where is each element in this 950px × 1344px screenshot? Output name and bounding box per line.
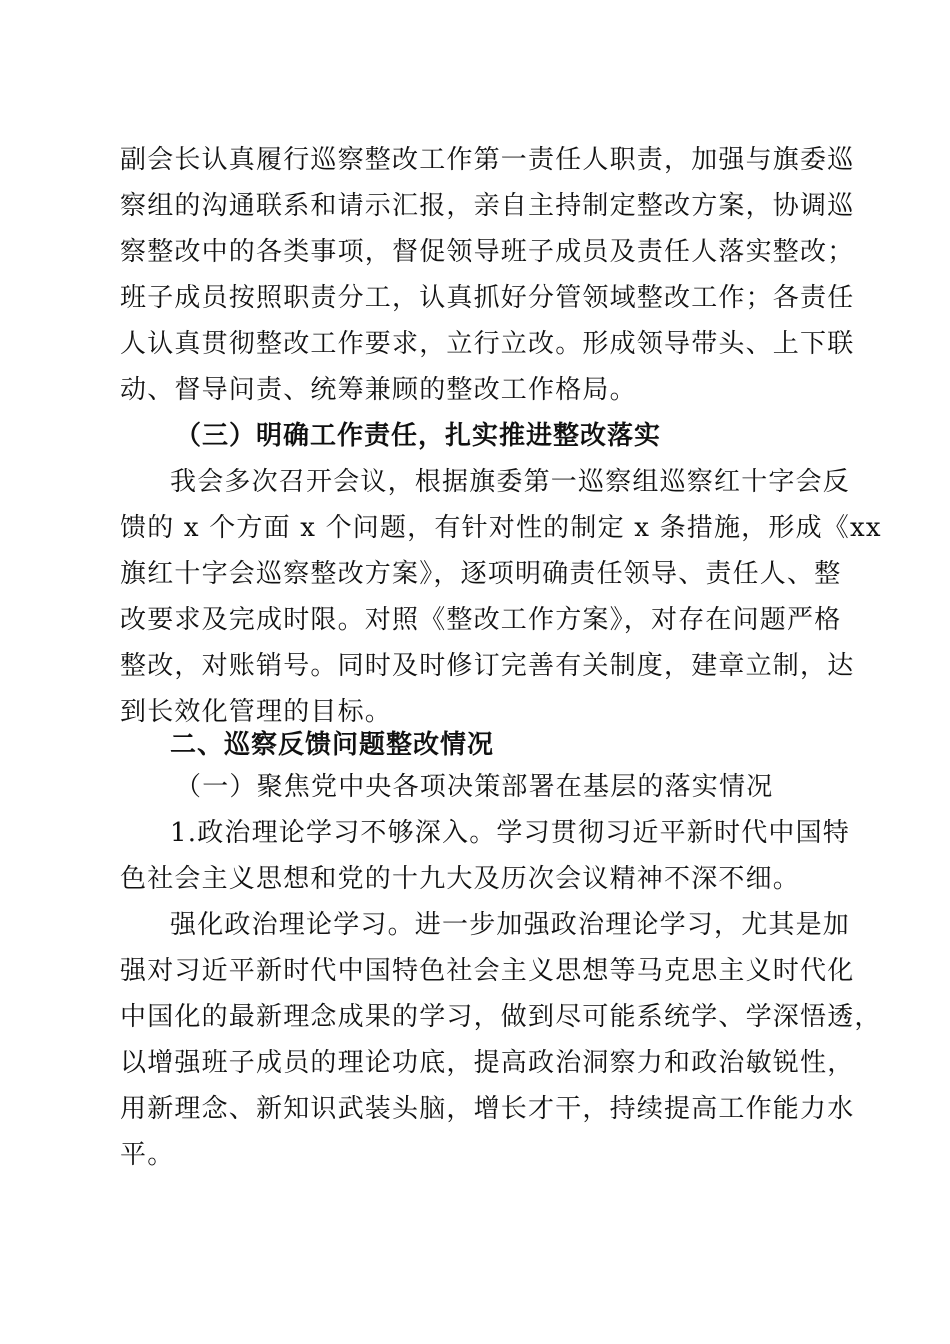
paragraph-line: 人认真贯彻整改工作要求，立行立改。形成领导带头、上下联 [120,329,855,359]
paragraph-line: 平。 [120,1140,175,1170]
subsection-heading: （三）明确工作责任，扎实推进整改落实 [175,421,662,451]
paragraph-line: 我会多次召开会议，根据旗委第一巡察组巡察红十字会反 [170,467,851,497]
paragraph-line: 馈的 x 个方面 x 个问题，有针对性的制定 x 条措施，形成《xx [120,513,882,543]
section-heading: 二、巡察反馈问题整改情况 [170,730,495,760]
paragraph-line: 强对习近平新时代中国特色社会主义思想等马克思主义时代化 [120,956,855,986]
paragraph-line: 强化政治理论学习。进一步加强政治理论学习，尤其是加 [170,910,851,940]
paragraph-line: 班子成员按照职责分工，认真抓好分管领域整改工作；各责任 [120,283,855,313]
paragraph-line: 整改，对账销号。同时及时修订完善有关制度，建章立制，达 [120,651,855,681]
paragraph-line: 到长效化管理的目标。 [120,697,393,727]
paragraph-line: 色社会主义思想和党的十九大及历次会议精神不深不细。 [120,864,801,894]
paragraph-line: 察组的沟通联系和请示汇报，亲自主持制定整改方案，协调巡 [120,191,855,221]
paragraph-line: 动、督导问责、统筹兼顾的整改工作格局。 [120,375,637,405]
subsection-heading: （一）聚焦党中央各项决策部署在基层的落实情况 [175,772,774,802]
paragraph-line: 1.政治理论学习不够深入。学习贯彻习近平新时代中国特 [170,818,851,848]
paragraph-line: 中国化的最新理念成果的学习，做到尽可能系统学、学深悟透， [120,1002,882,1032]
paragraph-line: 察整改中的各类事项，督促领导班子成员及责任人落实整改； [120,237,855,267]
paragraph-line: 旗红十字会巡察整改方案》，逐项明确责任领导、责任人、整 [120,559,842,589]
paragraph-line: 副会长认真履行巡察整改工作第一责任人职责，加强与旗委巡 [120,145,855,175]
paragraph-line: 以增强班子成员的理论功底，提高政治洞察力和政治敏锐性， [120,1048,855,1078]
paragraph-line: 改要求及完成时限。对照《整改工作方案》，对存在问题严格 [120,605,842,635]
paragraph-line: 用新理念、新知识武装头脑，增长才干，持续提高工作能力水 [120,1094,855,1124]
